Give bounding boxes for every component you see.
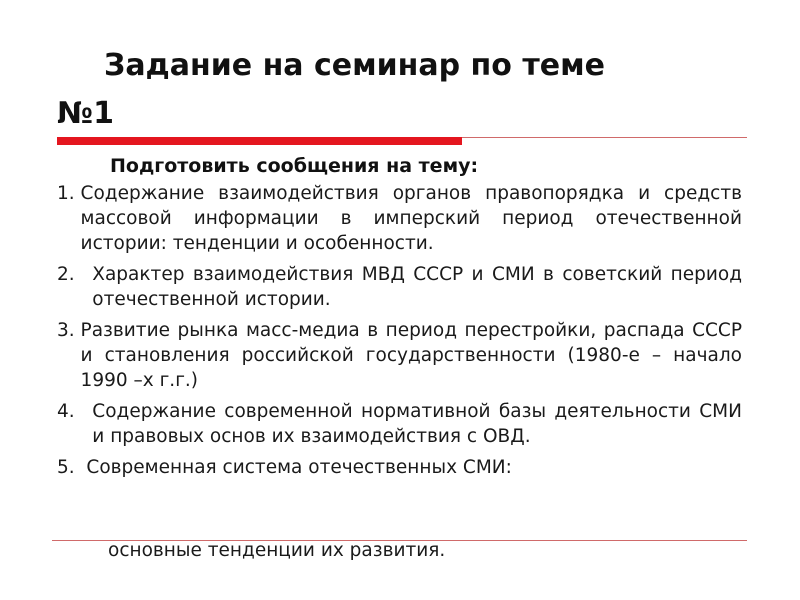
list-item — [57, 455, 742, 480]
list-item — [57, 262, 742, 312]
list-item — [57, 399, 742, 449]
list-item-text: Современная система отечественных СМИ: — [86, 457, 512, 478]
slide-title — [57, 42, 747, 138]
list-item-number: 2. — [57, 264, 93, 285]
list-item-text: Характер взаимодействия МВД СССР и СМИ в советский период отечественной истории. — [92, 264, 742, 310]
list-item-text: Развитие рынка масс-медиа в период перестройки, распада СССР и становления российской государственности (1980-е – начало 1990 –х г.г.) — [80, 320, 742, 391]
list-item-text: Содержание взаимодействия органов правопорядка и средств массовой информации в имперский период отечественной истории: тенденции и особенности. — [80, 183, 742, 254]
title-divider-line — [462, 137, 747, 138]
list-item-number: 1. — [57, 183, 81, 204]
list-item — [57, 181, 742, 256]
task-subtitle: Подготовить сообщения на тему: — [110, 155, 479, 177]
title-accent-bar — [57, 137, 462, 145]
topic-list — [57, 181, 742, 486]
list-item — [57, 318, 742, 393]
list-item-number: 5. — [57, 457, 87, 478]
list-item-continuation: основные тенденции их развития. — [108, 540, 446, 561]
list-item-number: 4. — [57, 401, 93, 422]
slide-title-line-2: №1 — [57, 96, 114, 131]
slide-title-line-1: Задание на семинар по теме — [104, 48, 605, 83]
list-item-number: 3. — [57, 320, 81, 341]
list-item-text: Содержание современной нормативной базы деятельности СМИ и правовых основ их взаимодействия с ОВД. — [92, 401, 742, 447]
